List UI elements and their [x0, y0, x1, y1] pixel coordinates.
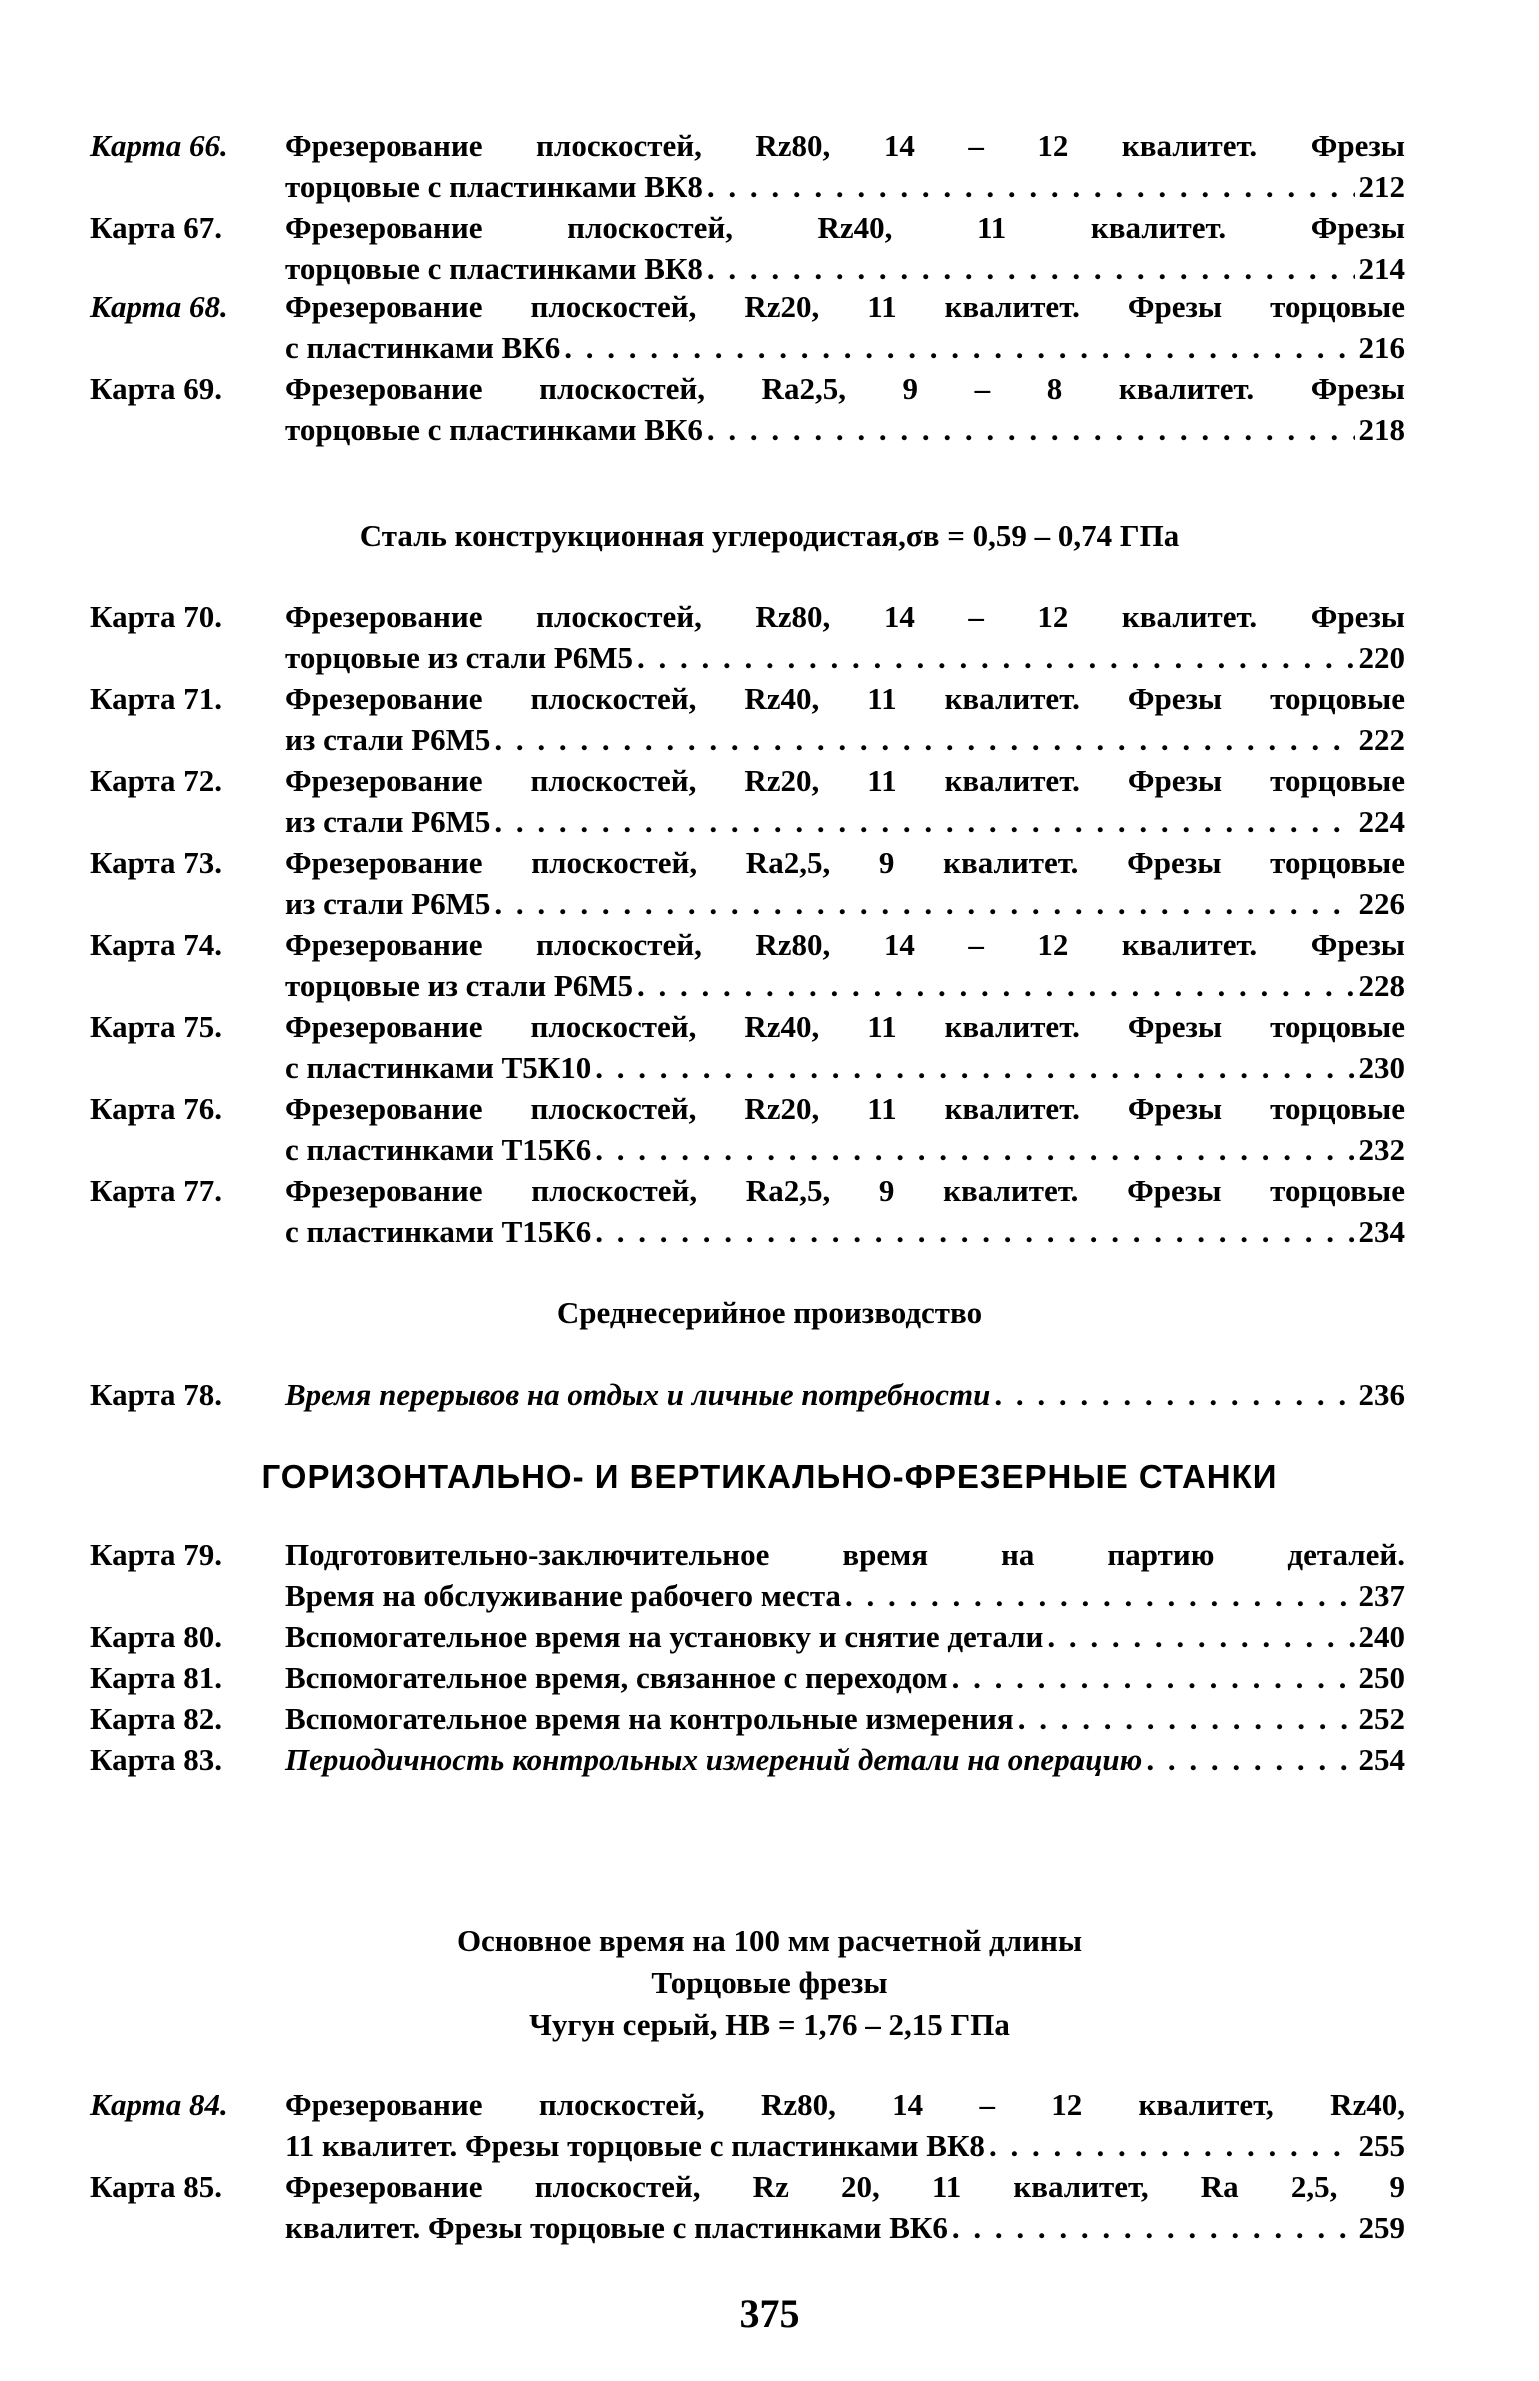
page-number: 375 — [739, 2291, 800, 2336]
dot-leader — [707, 248, 1355, 289]
entry-title: Фрезерование плоскостей, Rz20, 11 квалитет. Фрезы торцовые — [285, 289, 1405, 324]
page-ref: 236 — [1358, 1377, 1405, 1412]
toc-entry — [0, 1534, 1539, 1616]
dot-leader — [494, 801, 1354, 842]
toc-entry — [0, 286, 1539, 368]
dot-leader — [845, 1575, 1355, 1616]
dot-leader — [494, 719, 1354, 760]
toc-entry — [0, 125, 1539, 207]
dot-leader — [637, 637, 1354, 678]
dot-leader — [564, 327, 1354, 368]
dot-leader — [1047, 1616, 1354, 1657]
dot-leader — [595, 1129, 1354, 1170]
page-ref: 218 — [1358, 412, 1405, 447]
dot-leader — [989, 2125, 1355, 2166]
toc-entry — [0, 1170, 1539, 1252]
entry-title-cont: квалитет. Фрезы торцовые с пластинками ВК6 — [285, 2210, 948, 2245]
entry-title: Фрезерование плоскостей, Ra2,5, 9 квалитет. Фрезы торцовые — [285, 845, 1405, 880]
entry-title: Фрезерование плоскостей, Rz80, 14 – 12 квалитет. Фрезы — [285, 128, 1405, 163]
toc-entry — [0, 678, 1539, 760]
page-ref: 212 — [1358, 169, 1405, 204]
toc-entry — [0, 1616, 1539, 1657]
dot-leader — [707, 166, 1355, 207]
card-label: Карта 66. — [90, 128, 228, 163]
entry-title-cont: торцовые с пластинками ВК8 — [285, 169, 703, 204]
card-label: Карта 69. — [90, 371, 223, 406]
page-ref: 240 — [1358, 1619, 1405, 1654]
section-heading-machines: ГОРИЗОНТАЛЬНО- И ВЕРТИКАЛЬНО-ФРЕЗЕРНЫЕ СТАНКИ — [261, 1458, 1278, 1495]
entry-title-cont: Время на обслуживание рабочего места — [285, 1578, 841, 1613]
card-label: Карта 77. — [90, 1173, 223, 1208]
entry-title: Вспомогательное время на контрольные измерения — [285, 1701, 1014, 1736]
page-ref: 259 — [1358, 2210, 1405, 2245]
entry-title: Фрезерование плоскостей, Ra2,5, 9 квалитет. Фрезы торцовые — [285, 1173, 1405, 1208]
dot-leader — [494, 883, 1354, 924]
entry-title: Фрезерование плоскостей, Rz40, 11 квалитет. Фрезы торцовые — [285, 1009, 1405, 1044]
entry-title: Фрезерование плоскостей, Rz80, 14 – 12 квалитет. Фрезы — [285, 599, 1405, 634]
toc-section-machines — [0, 1534, 1539, 1780]
entry-title-cont: с пластинками ВК6 — [285, 330, 561, 365]
card-label: Карта 71. — [90, 681, 223, 716]
page-ref: 226 — [1358, 886, 1405, 921]
entry-title: Фрезерование плоскостей, Rz20, 11 квалитет. Фрезы торцовые — [285, 1091, 1405, 1126]
toc-entry — [0, 2084, 1539, 2166]
entry-title: Фрезерование плоскостей, Rz80, 14 – 12 квалитет, Rz40, — [285, 2087, 1405, 2122]
card-label: Карта 78. — [90, 1377, 223, 1412]
entry-title-cont: торцовые из стали Р6М5 — [285, 968, 634, 1003]
toc-entry — [0, 1374, 1539, 1415]
card-label: Карта 85. — [90, 2169, 223, 2204]
toc-entry — [0, 1088, 1539, 1170]
card-label: Карта 70. — [90, 599, 223, 634]
toc-entry — [0, 1657, 1539, 1698]
page-ref: 237 — [1358, 1578, 1405, 1613]
card-label: Карта 84. — [90, 2087, 228, 2122]
card-label: Карта 75. — [90, 1009, 223, 1044]
page-ref: 220 — [1358, 640, 1405, 675]
entry-title: Подготовительно-заключительное время на партию деталей. — [285, 1537, 1405, 1572]
page-ref: 234 — [1358, 1214, 1405, 1249]
toc-entry — [0, 1698, 1539, 1739]
entry-title-cont: торцовые с пластинками ВК6 — [285, 412, 703, 447]
dot-leader — [637, 965, 1354, 1006]
card-label: Карта 72. — [90, 763, 223, 798]
dot-leader — [595, 1211, 1354, 1252]
page-ref: 232 — [1358, 1132, 1405, 1167]
dot-leader — [952, 2207, 1355, 2248]
card-label: Карта 80. — [90, 1619, 223, 1654]
toc-entry — [0, 368, 1539, 450]
heading-main-time: Основное время на 100 мм расчетной длины — [456, 1923, 1083, 1958]
dot-leader — [595, 1047, 1354, 1088]
heading-cast-iron: Чугун серый, НВ = 1,76 – 2,15 ГПа — [529, 2007, 1010, 2042]
page-ref: 222 — [1358, 722, 1405, 757]
entry-title: Фрезерование плоскостей, Rz 20, 11 квалитет, Ra 2,5, 9 — [285, 2169, 1405, 2204]
entry-title-cont: торцовые из стали Р6М5 — [285, 640, 634, 675]
entry-title-cont: 11 квалитет. Фрезы торцовые с пластинками ВК8 — [285, 2128, 985, 2163]
page-ref: 254 — [1358, 1742, 1405, 1777]
entry-title: Фрезерование плоскостей, Rz80, 14 – 12 квалитет. Фрезы — [285, 927, 1405, 962]
entry-title: Периодичность контрольных измерений детали на операцию — [285, 1742, 1143, 1777]
section-heading-steel: Сталь конструкционная углеродистая,σв = 0,59 – 0,74 ГПа — [359, 518, 1180, 553]
toc-entry — [0, 596, 1539, 678]
toc-section-steel — [0, 596, 1539, 1252]
dot-leader — [1146, 1739, 1354, 1780]
toc-section-iron — [0, 125, 1539, 450]
toc-entry — [0, 207, 1539, 286]
page-ref: 228 — [1358, 968, 1405, 1003]
entry-title-cont: торцовые с пластинками ВК8 — [285, 251, 703, 286]
entry-title: Фрезерование плоскостей, Rz20, 11 квалитет. Фрезы торцовые — [285, 763, 1405, 798]
page-ref: 252 — [1358, 1701, 1405, 1736]
page-ref: 250 — [1358, 1660, 1405, 1695]
entry-title-cont: с пластинками Т15К6 — [285, 1132, 592, 1167]
entry-title: Вспомогательное время на установку и снятие детали — [285, 1619, 1044, 1654]
card-label: Карта 73. — [90, 845, 223, 880]
page-ref: 224 — [1358, 804, 1405, 839]
toc-entry — [0, 924, 1539, 1006]
heading-face-mills: Торцовые фрезы — [651, 1965, 888, 2000]
card-label: Карта 67. — [90, 210, 223, 245]
entry-title-cont: с пластинками Т15К6 — [285, 1214, 592, 1249]
page-ref: 216 — [1358, 330, 1405, 365]
entry-title-cont: из стали Р6М5 — [285, 886, 491, 921]
entry-title: Время перерывов на отдых и личные потребности — [285, 1377, 991, 1412]
toc-entry — [0, 842, 1539, 924]
toc-entry — [0, 1006, 1539, 1088]
page-ref: 214 — [1358, 251, 1405, 286]
card-label: Карта 68. — [90, 289, 228, 324]
entry-title: Вспомогательное время, связанное с переходом — [285, 1660, 948, 1695]
entry-title-cont: с пластинками Т5К10 — [285, 1050, 592, 1085]
card-label: Карта 79. — [90, 1537, 223, 1572]
card-label: Карта 83. — [90, 1742, 223, 1777]
dot-leader — [952, 1657, 1355, 1698]
toc-entry — [0, 1739, 1539, 1780]
entry-title-cont: из стали Р6М5 — [285, 804, 491, 839]
dot-leader — [994, 1374, 1354, 1415]
entry-title: Фрезерование плоскостей, Ra2,5, 9 – 8 квалитет. Фрезы — [285, 371, 1405, 406]
page-ref: 230 — [1358, 1050, 1405, 1085]
dot-leader — [707, 409, 1355, 450]
dot-leader — [1018, 1698, 1355, 1739]
page-ref: 255 — [1358, 2128, 1405, 2163]
toc-section-main-time — [0, 2084, 1539, 2248]
card-label: Карта 82. — [90, 1701, 223, 1736]
card-label: Карта 76. — [90, 1091, 223, 1126]
entry-title: Фрезерование плоскостей, Rz40, 11 квалитет. Фрезы — [285, 210, 1405, 245]
toc-entry — [0, 760, 1539, 842]
card-label: Карта 81. — [90, 1660, 223, 1695]
entry-title-cont: из стали Р6М5 — [285, 722, 491, 757]
toc-entry — [0, 2166, 1539, 2248]
section-heading-serial: Среднесерийное производство — [556, 1295, 983, 1330]
card-label: Карта 74. — [90, 927, 223, 962]
toc-section-serial — [0, 1374, 1539, 1415]
entry-title: Фрезерование плоскостей, Rz40, 11 квалитет. Фрезы торцовые — [285, 681, 1405, 716]
